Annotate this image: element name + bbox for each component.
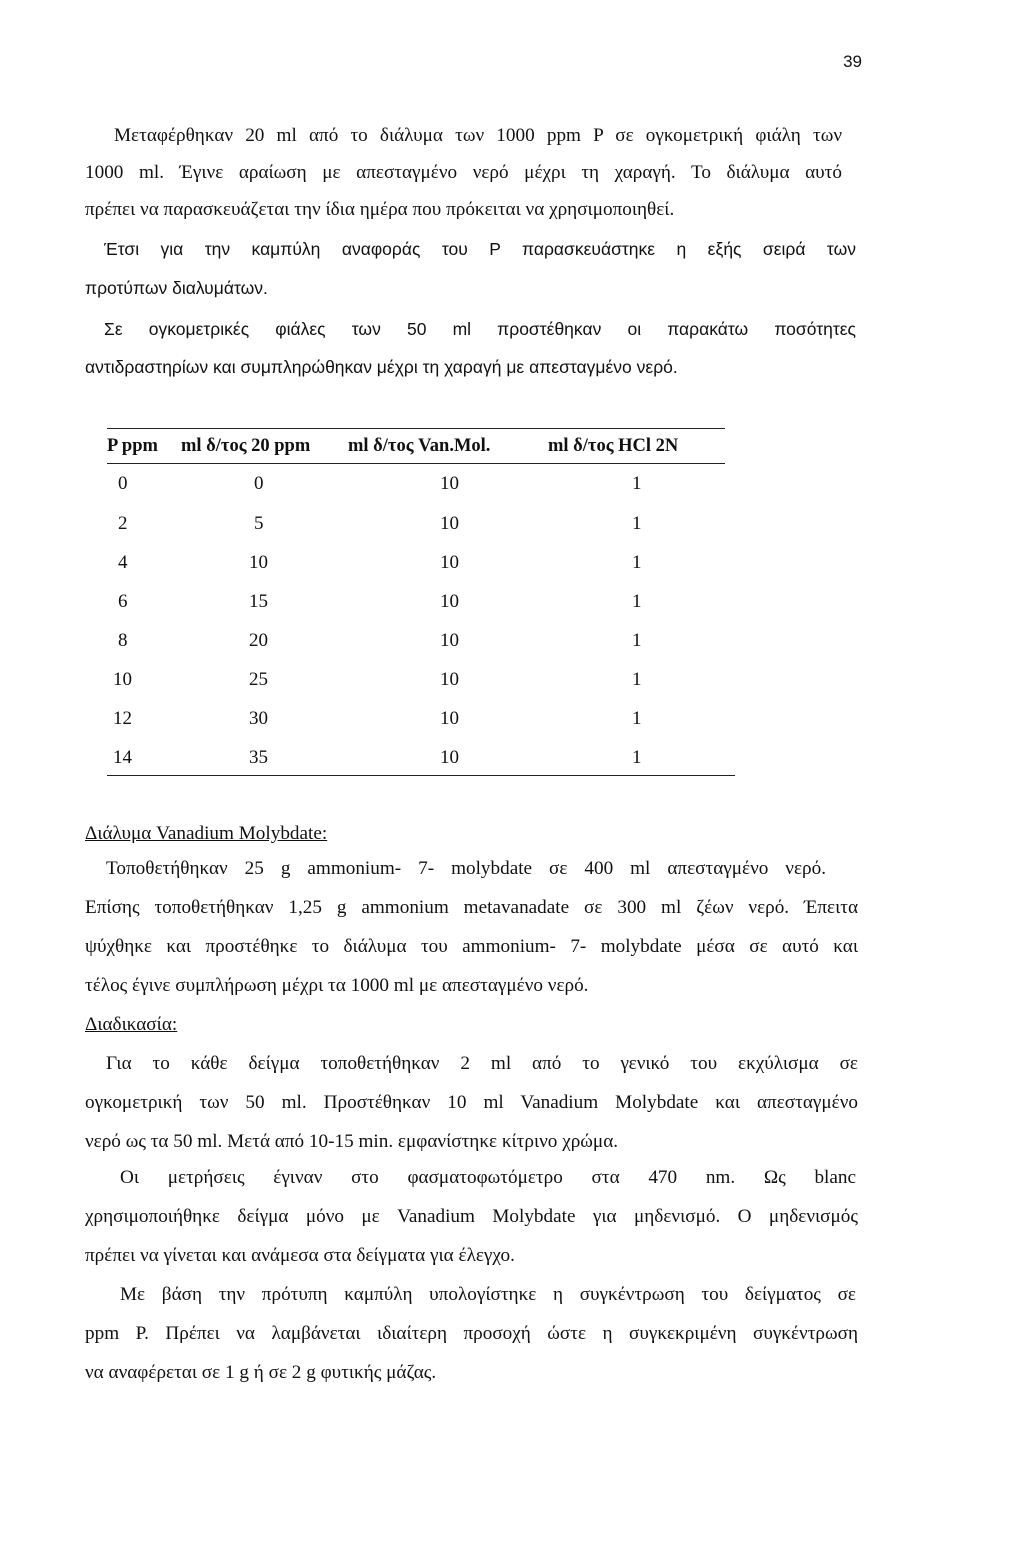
table-cell: 10 <box>440 513 459 534</box>
text-line: πρέπει να γίνεται και ανάμεσα στα δείγματα για έλεγχο. <box>85 1245 515 1266</box>
table-cell: 10 <box>440 747 459 768</box>
text-line: ppm P. Πρέπει να λαμβάνεται ιδιαίτερη προσοχή ώστε η συγκεκριμένη συγκέντρωση <box>85 1323 858 1344</box>
table-cell: 8 <box>118 630 128 651</box>
table-cell: 0 <box>118 473 128 494</box>
text-line: Μεταφέρθηκαν 20 ml από το διάλυμα των 1000 ppm P σε ογκομετρική φιάλη των <box>114 125 842 146</box>
table-cell: 25 <box>249 669 268 690</box>
table-header-rule <box>107 463 725 464</box>
text-line: Για το κάθε δείγμα τοποθετήθηκαν 2 ml από το γενικό του εκχύλισμα σε <box>106 1053 858 1074</box>
table-cell: 10 <box>440 708 459 729</box>
table-cell: 1 <box>632 669 642 690</box>
table-cell: 10 <box>440 591 459 612</box>
table-cell: 10 <box>440 552 459 573</box>
table-cell: 10 <box>440 630 459 651</box>
table-cell: 4 <box>118 552 128 573</box>
table-cell: 5 <box>254 513 264 534</box>
table-cell: 12 <box>113 708 132 729</box>
section-title: Διαδικασία: <box>85 1014 178 1035</box>
table-cell: 14 <box>113 747 132 768</box>
table-cell: 20 <box>249 630 268 651</box>
text-line: αντιδραστηρίων και συμπληρώθηκαν μέχρι τη χαραγή με απεσταγμένο νερό. <box>85 357 678 377</box>
table-cell: 2 <box>118 513 128 534</box>
table-cell: 1 <box>632 708 642 729</box>
table-cell: 15 <box>249 591 268 612</box>
table-cell: 10 <box>440 669 459 690</box>
table-header-ml-hcl: ml δ/τος HCl 2N <box>548 436 679 456</box>
table-cell: 1 <box>632 552 642 573</box>
text-line: πρέπει να παρασκευάζεται την ίδια ημέρα που πρόκειται να χρησιμοποιηθεί. <box>85 199 675 220</box>
table-header-p-ppm: P ppm <box>107 436 158 456</box>
table-cell: 6 <box>118 591 128 612</box>
table-cell: 1 <box>632 513 642 534</box>
table-cell: 1 <box>632 473 642 494</box>
text-line: Επίσης τοποθετήθηκαν 1,25 g ammonium metavanadate σε 300 ml ζέων νερό. Έπειτα <box>85 897 858 918</box>
text-line: Οι μετρήσεις έγιναν στο φασματοφωτόμετρο στα 470 nm. Ως blanc <box>120 1167 856 1188</box>
text-line: Τοποθετήθηκαν 25 g ammonium- 7- molybdate σε 400 ml απεσταγμένο νερό. <box>106 858 826 879</box>
text-line: ογκομετρική των 50 ml. Προστέθηκαν 10 ml Vanadium Molybdate και απεσταγμένο <box>85 1092 858 1113</box>
table-header-ml-20ppm: ml δ/τος 20 ppm <box>181 436 311 456</box>
text-line: να αναφέρεται σε 1 g ή σε 2 g φυτικής μάζας. <box>85 1362 437 1383</box>
table-cell: 0 <box>254 473 264 494</box>
table-cell: 10 <box>113 669 132 690</box>
section-title: Διάλυμα Vanadium Molybdate: <box>85 823 328 844</box>
text-line: τέλος έγινε συμπλήρωση μέχρι τα 1000 ml με απεσταγμένο νερό. <box>85 975 589 996</box>
table-cell: 10 <box>440 473 459 494</box>
table-cell: 10 <box>249 552 268 573</box>
text-line: χρησιμοποιήθηκε δείγμα μόνο με Vanadium Molybdate για μηδενισμό. Ο μηδενισμός <box>85 1206 858 1227</box>
table-cell: 35 <box>249 747 268 768</box>
table-cell: 30 <box>249 708 268 729</box>
text-line: προτύπων διαλυμάτων. <box>85 278 268 298</box>
text-line: Με βάση την πρότυπη καμπύλη υπολογίστηκε η συγκέντρωση του δείγματος σε <box>120 1284 856 1305</box>
page-number: 39 <box>843 52 862 71</box>
table-header-ml-vanmol: ml δ/τος Van.Mol. <box>348 436 491 456</box>
text-line: Σε ογκομετρικές φιάλες των 50 ml προστέθηκαν οι παρακάτω ποσότητες <box>104 319 856 339</box>
text-line: 1000 ml. Έγινε αραίωση με απεσταγμένο νερό μέχρι τη χαραγή. Το διάλυμα αυτό <box>85 162 842 183</box>
text-line: ψύχθηκε και προστέθηκε το διάλυμα του ammonium- 7- molybdate μέσα σε αυτό και <box>85 936 858 957</box>
table-cell: 1 <box>632 747 642 768</box>
text-line: Έτσι για την καμπύλη αναφοράς του P παρασκευάστηκε η εξής σειρά των <box>104 239 856 259</box>
table-cell: 1 <box>632 630 642 651</box>
table-top-rule <box>107 428 725 429</box>
table-bottom-rule <box>107 775 735 776</box>
text-line: νερό ως τα 50 ml. Μετά από 10-15 min. εμφανίστηκε κίτρινο χρώμα. <box>85 1131 619 1152</box>
table-cell: 1 <box>632 591 642 612</box>
